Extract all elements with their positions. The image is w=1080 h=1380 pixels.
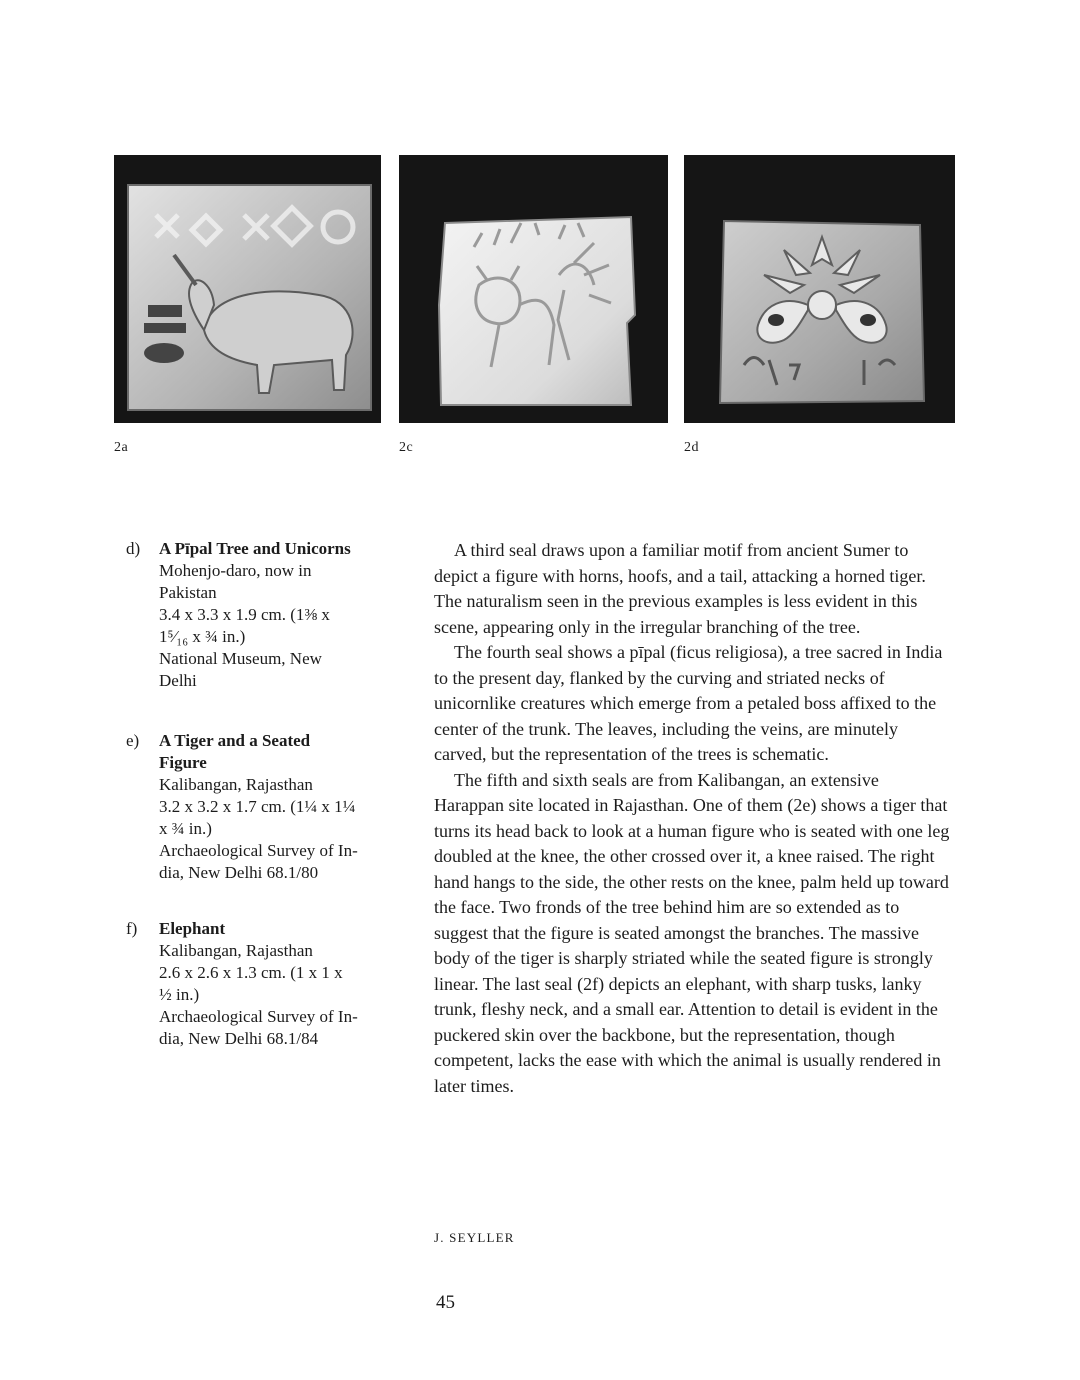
entry-letter: f) <box>126 919 138 938</box>
entry-line: Archaeological Survey of In- <box>159 1007 358 1026</box>
entry-line: Kalibangan, Rajasthan <box>159 941 313 960</box>
seal-pipal-unicorns-icon <box>684 155 955 423</box>
entry-title: Elephant <box>159 919 226 938</box>
entry-line: ½ in.) <box>159 985 200 1004</box>
entry-line: Kalibangan, Rajasthan <box>159 775 313 794</box>
entry-line: x ¾ in.) <box>159 819 212 838</box>
seal-unicorn-icon <box>114 155 381 423</box>
entry-line: 3.2 x 3.2 x 1.7 cm. (1¼ x 1¼ <box>159 797 356 816</box>
entry-letter: d) <box>126 539 141 558</box>
entry-line: Mohenjo-daro, now in <box>159 561 312 580</box>
catalog-entries <box>126 538 398 1066</box>
plate-label-2c: 2c <box>399 440 414 455</box>
entry-letter: e) <box>126 731 140 750</box>
plate-label-2a: 2a <box>114 440 129 455</box>
entry-line: 1⁵⁄₁₆ x ¾ in.) <box>159 627 246 646</box>
entry-title: A Pīpal Tree and Unicorns <box>159 539 351 558</box>
entry-line: 3.4 x 3.3 x 1.9 cm. (1⅜ x <box>159 605 330 624</box>
page-number: 45 <box>436 1292 455 1313</box>
seal-photo-2c <box>399 155 668 423</box>
entry-line: Delhi <box>159 671 197 690</box>
author-signature: J. SEYLLER <box>434 1230 515 1245</box>
entry-line: dia, New Delhi 68.1/80 <box>159 863 319 882</box>
plate-label-2d: 2d <box>684 440 699 455</box>
entry-line: National Museum, New <box>159 649 322 668</box>
entry-line: dia, New Delhi 68.1/84 <box>159 1029 319 1048</box>
catalog-entry-d <box>126 538 398 692</box>
entry-title: A Tiger and a Seated Figure <box>159 731 311 772</box>
body-paragraph: A third seal draws upon a familiar motif from ancient Sumer to depict a figure with horns, hoofs, and a tail, attacking a horned tiger. The naturalism seen in the previous examples is less evident in this scene, appearing only in the irregular branching of the tree. <box>434 540 926 637</box>
catalog-entry-f <box>126 918 398 1050</box>
seal-horned-figure-tiger-icon <box>399 155 668 423</box>
body-paragraph: The fourth seal shows a pīpal (ficus religiosa), a tree sacred in India to the present day, flanked by the curving and striated necks of unicornlike creatures which emerge from a petaled boss affixed to the center of the trunk. The leaves, including the veins, are minutely carved, but the representation of the trees is schematic. <box>434 642 943 764</box>
entry-line: Pakistan <box>159 583 217 602</box>
body-paragraph: The fifth and sixth seals are from Kalibangan, an extensive Harappan site located in Rajasthan. One of them (2e) shows a tiger that turns its head back to look at a human figure who is seated with one leg doubled at the knee, the other crossed over it, a knee raised. The right hand hangs to the side, the other rests on the knee, palm held up toward the face. Two fronds of the tree behind him are so extended as to suggest that the figure is seated amongst the branches. The massive body of the tiger is sharply striated while the seated figure is strongly linear. The last seal (2f) depicts an elephant, with sharp tusks, lanky trunk, fleshy neck, and a small ear. Attention to detail is evident in the puckered skin over the backbone, but the representation, though competent, lacks the ease with which the animal is usually rendered in later times. <box>434 769 950 1096</box>
catalog-entry-e <box>126 730 398 884</box>
seal-photo-2a <box>114 155 381 423</box>
seal-photo-2d <box>684 155 955 423</box>
entry-line: Archaeological Survey of In- <box>159 841 358 860</box>
entry-line: 2.6 x 2.6 x 1.3 cm. (1 x 1 x <box>159 963 343 982</box>
body-text <box>434 538 950 1099</box>
